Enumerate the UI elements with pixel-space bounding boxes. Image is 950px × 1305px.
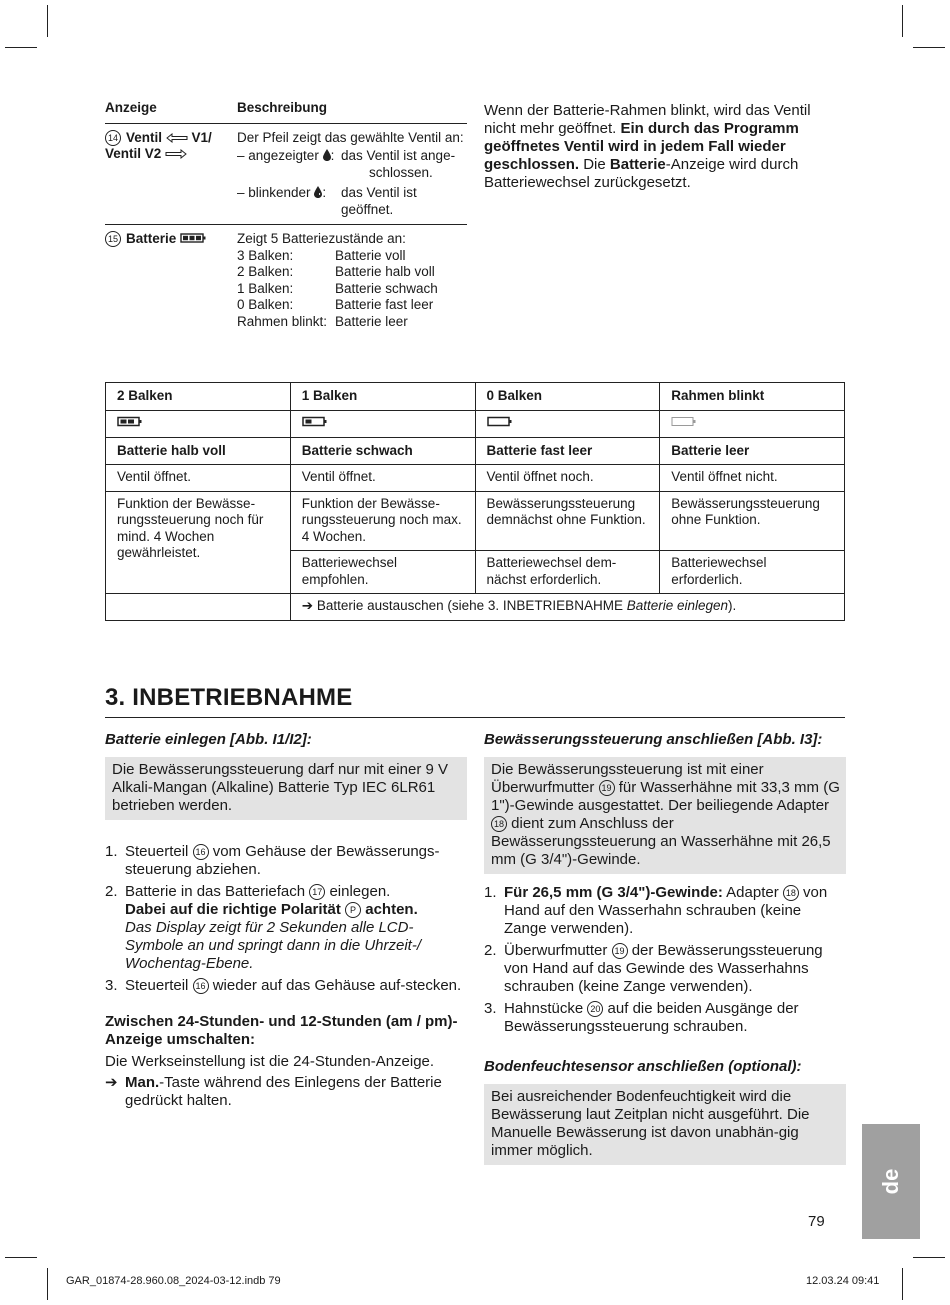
right-column — [484, 731, 846, 1165]
grid-valve-cell: Ventil öffnet. — [290, 465, 475, 492]
battery-state: 0 Balken: Batterie fast leer — [237, 297, 434, 312]
callout-number: 17 — [309, 884, 325, 900]
page-number: 79 — [808, 1213, 825, 1230]
grid-function-cell: Bewässerungssteuerung demnächst ohne Funktion. — [475, 491, 660, 551]
callout-number: 18 — [491, 816, 507, 832]
battery-state: 1 Balken: Batterie schwach — [237, 280, 438, 296]
grid-status-cell: Batterie fast leer — [475, 437, 660, 465]
list-item: 1. Für 26,5 mm (G 3/4")-Gewinde: Adapter 18 von Hand auf den Wasserhahn schrauben (keine Zange verwenden). — [484, 884, 828, 937]
connect-heading: Bewässerungssteuerung anschließen [Abb. I3]: — [484, 731, 823, 748]
grid-function-cell: Funktion der Bewässe-rungssteuerung noch max. 4 Wochen. — [290, 491, 475, 551]
battery-state: 2 Balken: Batterie halb voll — [237, 264, 435, 279]
section-divider — [105, 717, 845, 718]
grid-icon-row — [106, 410, 845, 437]
battery-full-icon — [180, 233, 206, 243]
list-item: 3. Hahnstücke 20 auf die beiden Ausgänge der Bewässerungssteuerung schrauben. — [484, 1000, 799, 1035]
callout-number: 16 — [193, 844, 209, 860]
crop-mark — [902, 5, 903, 37]
grid-status-cell: Batterie leer — [660, 437, 845, 465]
grid-valve-cell: Ventil öffnet nicht. — [660, 465, 845, 492]
battery-note-box: Die Bewässerungssteuerung darf nur mit einer 9 V Alkali-Mangan (Alkaline) Batterie Typ IEC 6LR61 betrieben werden. — [105, 757, 467, 820]
grid-function-cell: Bewässerungssteuerung ohne Funktion. — [660, 491, 845, 551]
connect-note-box: Die Bewässerungssteuerung ist mit einer Überwurfmutter 19 für Wasserhähne mit 33,3 mm (G 1")-Gewinde ausgestattet. Der beiliegende Adapter 18 dient zum Anschluss der Bewässerungssteuerung an Wasserhähne mit 26,5 mm (G 3/4")-Gewinde. — [484, 757, 846, 874]
sensor-note-box: Bei ausreichender Bodenfeuchtigkeit wird die Bewässerung laut Zeitplan nicht ausgeführt. Die Manuelle Bewässerung ist davon unabhän-gig immer möglich. — [484, 1084, 846, 1165]
col-display: Anzeige — [105, 100, 157, 115]
callout-number: 14 — [105, 130, 121, 146]
battery-one-bar-icon — [302, 416, 328, 427]
crop-mark — [47, 5, 48, 37]
grid-header-cell: 1 Balken — [290, 383, 475, 411]
battery-state: 3 Balken: Batterie voll — [237, 247, 406, 263]
col-description: Beschreibung — [237, 100, 328, 115]
grid-header-cell: 0 Balken — [475, 383, 660, 411]
polarity-symbol: P — [345, 902, 361, 918]
arrow-right-icon — [165, 149, 187, 159]
language-tab: de — [862, 1124, 920, 1239]
crop-mark — [913, 47, 945, 48]
grid-valve-cell: Ventil öffnet noch. — [475, 465, 660, 492]
grid-change-cell: Batteriewechsel empfohlen. — [290, 551, 475, 594]
grid-header-cell: 2 Balken — [106, 383, 291, 411]
grid-header-row — [106, 383, 845, 411]
water-drop-icon — [323, 149, 331, 161]
grid-valve-cell: Ventil öffnet. — [106, 465, 291, 492]
section-title: 3. INBETRIEBNAHME — [105, 684, 353, 711]
arrow-left-icon — [166, 133, 188, 143]
crop-mark — [47, 1268, 48, 1300]
sensor-heading: Bodenfeuchtesensor anschließen (optional): — [484, 1058, 802, 1075]
callout-number: 19 — [612, 943, 628, 959]
left-column — [105, 731, 467, 1110]
callout-number: 16 — [193, 978, 209, 994]
grid-replace-cell: ➔ Batterie austauschen (siehe 3. INBETRIEBNAHME Batterie einlegen). — [290, 594, 844, 621]
grid-header-cell: Rahmen blinkt — [660, 383, 845, 411]
battery-frame-blinking-icon — [671, 416, 697, 427]
battery-two-bars-icon — [117, 416, 143, 427]
display-table — [105, 100, 467, 336]
grid-change-cell: Batteriewechsel erforderlich. — [660, 551, 845, 594]
crop-mark — [5, 47, 37, 48]
list-item: 2. Batterie in das Batteriefach 17 einlegen. Dabei auf die richtige Polarität P achten. Das Display zeigt für 2 Sekunden alle LCD-Symbole an und springt dann in die Uhrzeit-/ Wochentag-Ebene. — [105, 883, 422, 972]
callout-number: 20 — [587, 1001, 603, 1017]
time-format-instruction: ➔ Man.-Taste während des Einlegens der Batterie gedrückt halten. — [105, 1074, 442, 1109]
battery-status-table — [105, 382, 845, 621]
callout-number: 15 — [105, 231, 121, 247]
grid-function-row — [106, 491, 845, 551]
footer-date: 12.03.24 09:41 — [806, 1275, 880, 1287]
list-item: 2. Überwurfmutter 19 der Bewässerungssteuerung von Hand auf das Gewinde des Wasserhahns schrauben (keine Zange verwenden). — [484, 942, 823, 995]
battery-frame-paragraph: Wenn der Batterie-Rahmen blinkt, wird das Ventil nicht mehr geöffnet. Ein durch das Programm geöffnetes Ventil wird in jedem Fall wieder geschlossen. Die Batterie-Anzeige wird durch Batteriewechsel zurückgesetzt. — [484, 102, 811, 191]
battery-steps-list — [105, 843, 467, 995]
callout-number: 18 — [783, 885, 799, 901]
grid-valve-row — [106, 465, 845, 492]
connect-steps-list — [484, 884, 846, 1036]
callout-number: 19 — [599, 780, 615, 796]
battery-insert-heading: Batterie einlegen [Abb. I1/I2]: — [105, 731, 312, 748]
list-item: 1. Steuerteil 16 vom Gehäuse der Bewässerungs-steuerung abziehen. — [105, 843, 440, 878]
time-format-heading: Zwischen 24-Stunden- und 12-Stunden (am / pm)-Anzeige umschalten: — [105, 1013, 458, 1048]
grid-change-cell: Batteriewechsel dem-nächst erforderlich. — [475, 551, 660, 594]
battery-state: Rahmen blinkt: Batterie leer — [237, 313, 408, 329]
display-row-valve: 14 Ventil V1/ Ventil V2 Der Pfeil zeigt das gewählte Ventil an: – angezeigter : das Ventil ist ange- schlossen. – blinkender : das Ventil ist geöffnet. — [105, 124, 467, 226]
battery-empty-icon — [487, 416, 513, 427]
display-table-header — [105, 100, 467, 124]
crop-mark — [913, 1257, 945, 1258]
footer-file: GAR_01874-28.960.08_2024-03-12.indb 79 — [66, 1275, 281, 1287]
crop-mark — [902, 1268, 903, 1300]
grid-status-row — [106, 437, 845, 465]
grid-status-cell: Batterie schwach — [290, 437, 475, 465]
list-item: 3. Steuerteil 16 wieder auf das Gehäuse auf-stecken. — [105, 977, 462, 994]
grid-function-cell: Funktion der Bewässe-rungssteuerung noch für mind. 4 Wochen gewährleistet. — [106, 491, 291, 594]
grid-replace-row — [106, 594, 845, 621]
crop-mark — [5, 1257, 37, 1258]
grid-status-cell: Batterie halb voll — [106, 437, 291, 465]
display-row-battery: 15 Batterie Zeigt 5 Batteriezustände an: 3 Balken: Batterie voll 2 Balken: Batterie halb voll 1 Balken: Batterie schwach 0 Balken: Batterie fast leer Rahmen blinkt: Batterie leer — [105, 225, 467, 336]
time-format-default: Die Werkseinstellung ist die 24-Stunden-Anzeige. — [105, 1053, 435, 1070]
